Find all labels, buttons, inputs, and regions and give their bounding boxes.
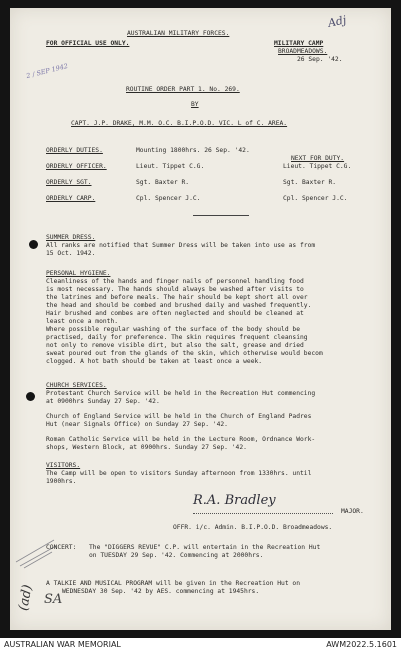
signature-line [193, 513, 333, 514]
signature: R.A. Bradley [193, 493, 276, 508]
hygiene-line: not only to remove visible dirt, but also the salt, grease and dried [46, 342, 304, 349]
next-duty-header: NEXT FOR DUTY. [291, 155, 345, 162]
duty-label-carp: ORDERLY CARP. [46, 195, 96, 202]
duty-label-duties: ORDERLY DUTIES. [46, 147, 103, 154]
summer-line: All ranks are notified that Summer Dress will be taken into use as from [46, 242, 316, 249]
duty-value-officer: Lieut. Tippet C.G. [136, 163, 205, 170]
visitors-line: The Camp will be open to visitors Sunday afternoon from 1330hrs. until [46, 470, 312, 477]
document-page [10, 8, 391, 630]
duty-value-carp: Cpl. Spencer J.C. [136, 195, 201, 202]
visitors-line: 1900hrs. [46, 478, 77, 485]
next-duty-officer: Lieut. Tippet C.G. [283, 163, 352, 170]
caption-accession: AWM2022.5.1601 [326, 640, 397, 649]
duty-label-sgt: ORDERLY SGT. [46, 179, 92, 186]
hygiene-line: the latrines and before meals. The hair should be kept short all over [46, 294, 308, 301]
duty-value-sgt: Sgt. Baxter R. [136, 179, 190, 186]
church-line: at 0900hrs Sunday 27 Sep. '42. [46, 398, 160, 405]
hygiene-line: is most necessary. The hands should always be washed after visits to [46, 286, 304, 293]
church-line: Church of England Service will be held in the Church of England Padres [46, 413, 312, 420]
order-title: ROUTINE ORDER PART 1. No. 269. [126, 86, 240, 93]
punch-hole-bottom [26, 392, 35, 401]
punch-hole-top [29, 240, 38, 249]
handwritten-annotation: Adj [326, 13, 348, 30]
duty-label-officer: ORDERLY OFFICER. [46, 163, 107, 170]
header-date: 26 Sep. '42. [297, 56, 343, 63]
hygiene-line: Hair brushed and combes are often neglected and should be cleaned at [46, 310, 304, 317]
summer-line: 15 Oct. 1942. [46, 250, 96, 257]
next-duty-carp: Cpl. Spencer J.C. [283, 195, 348, 202]
hygiene-line: the head and should be combed and brushed daily and washed frequently. [46, 302, 312, 309]
hygiene-line: Cleanliness of the hands and finger nails of personnel handling food [46, 278, 304, 285]
hygiene-line: clogged. A hot bath should be taken at least once a week. [46, 358, 263, 365]
next-duty-sgt: Sgt. Baxter R. [283, 179, 337, 186]
church-line: Protestant Church Service will be held in the Recreation Hut commencing [46, 390, 316, 397]
church-line: Hut (near Signals Office) on Sunday 27 Sep. '42. [46, 421, 228, 428]
order-by: BY [191, 101, 199, 108]
handwritten-initials-a: (ad) [16, 583, 36, 612]
church-heading: CHURCH SERVICES. [46, 382, 107, 389]
hygiene-line: least once a month. [46, 318, 119, 325]
section-divider [193, 215, 249, 216]
concert-line: The "DIGGERS REVUE" C.P. will entertain in the Recreation Hut [89, 544, 321, 551]
hygiene-line: sweat poured out from the glands of the skin, which otherwise would becom [46, 350, 323, 357]
caption-institution: AUSTRALIAN WAR MEMORIAL [4, 640, 121, 649]
hygiene-line: Where possible regular washing of the surface of the body should be [46, 326, 301, 333]
visitors-heading: VISITORS. [46, 462, 81, 469]
header-title: AUSTRALIAN MILITARY FORCES. [127, 30, 230, 37]
church-line: shops, Western Block, at 0900hrs. Sunday 27 Sep. '42. [46, 444, 247, 451]
talkie-line: WEDNESDAY 30 Sep. '42 by AES. commencing at 1945hrs. [62, 588, 260, 595]
date-stamp: 2 / SEP 1942 [25, 61, 69, 81]
camp-label: MILITARY CAMP [274, 40, 324, 47]
camp-location: BROADMEADOWS. [278, 48, 328, 55]
concert-line: on TUESDAY 29 Sep. '42. Commencing at 2000hrs. [89, 552, 264, 559]
summer-heading: SUMMER DRESS. [46, 234, 96, 241]
signature-rank: MAJOR. [341, 508, 364, 515]
signature-office: OFFR. i/c. Admin. B.I.P.O.D. Broadmeadows. [173, 524, 333, 531]
church-line: Roman Catholic Service will be held in the Lecture Room, Ordnance Work- [46, 436, 316, 443]
order-officer: CAPT. J.P. DRAKE, M.M. O.C. B.I.P.O.D. VIC. L of C. AREA. [71, 120, 288, 127]
talkie-line: A TALKIE AND MUSICAL PROGRAM will be given in the Recreation Hut on [46, 580, 301, 587]
hygiene-heading: PERSONAL HYGIENE. [46, 270, 111, 277]
official-use-label: FOR OFFICIAL USE ONLY. [46, 40, 130, 47]
hygiene-line: practised, daily for preference. The skin requires frequent cleansing [46, 334, 308, 341]
duty-value-duties: Mounting 1800hrs. 26 Sep. '42. [136, 147, 250, 154]
handwritten-initials-b: SA [44, 592, 63, 607]
concert-label: CONCERT: [46, 544, 77, 551]
